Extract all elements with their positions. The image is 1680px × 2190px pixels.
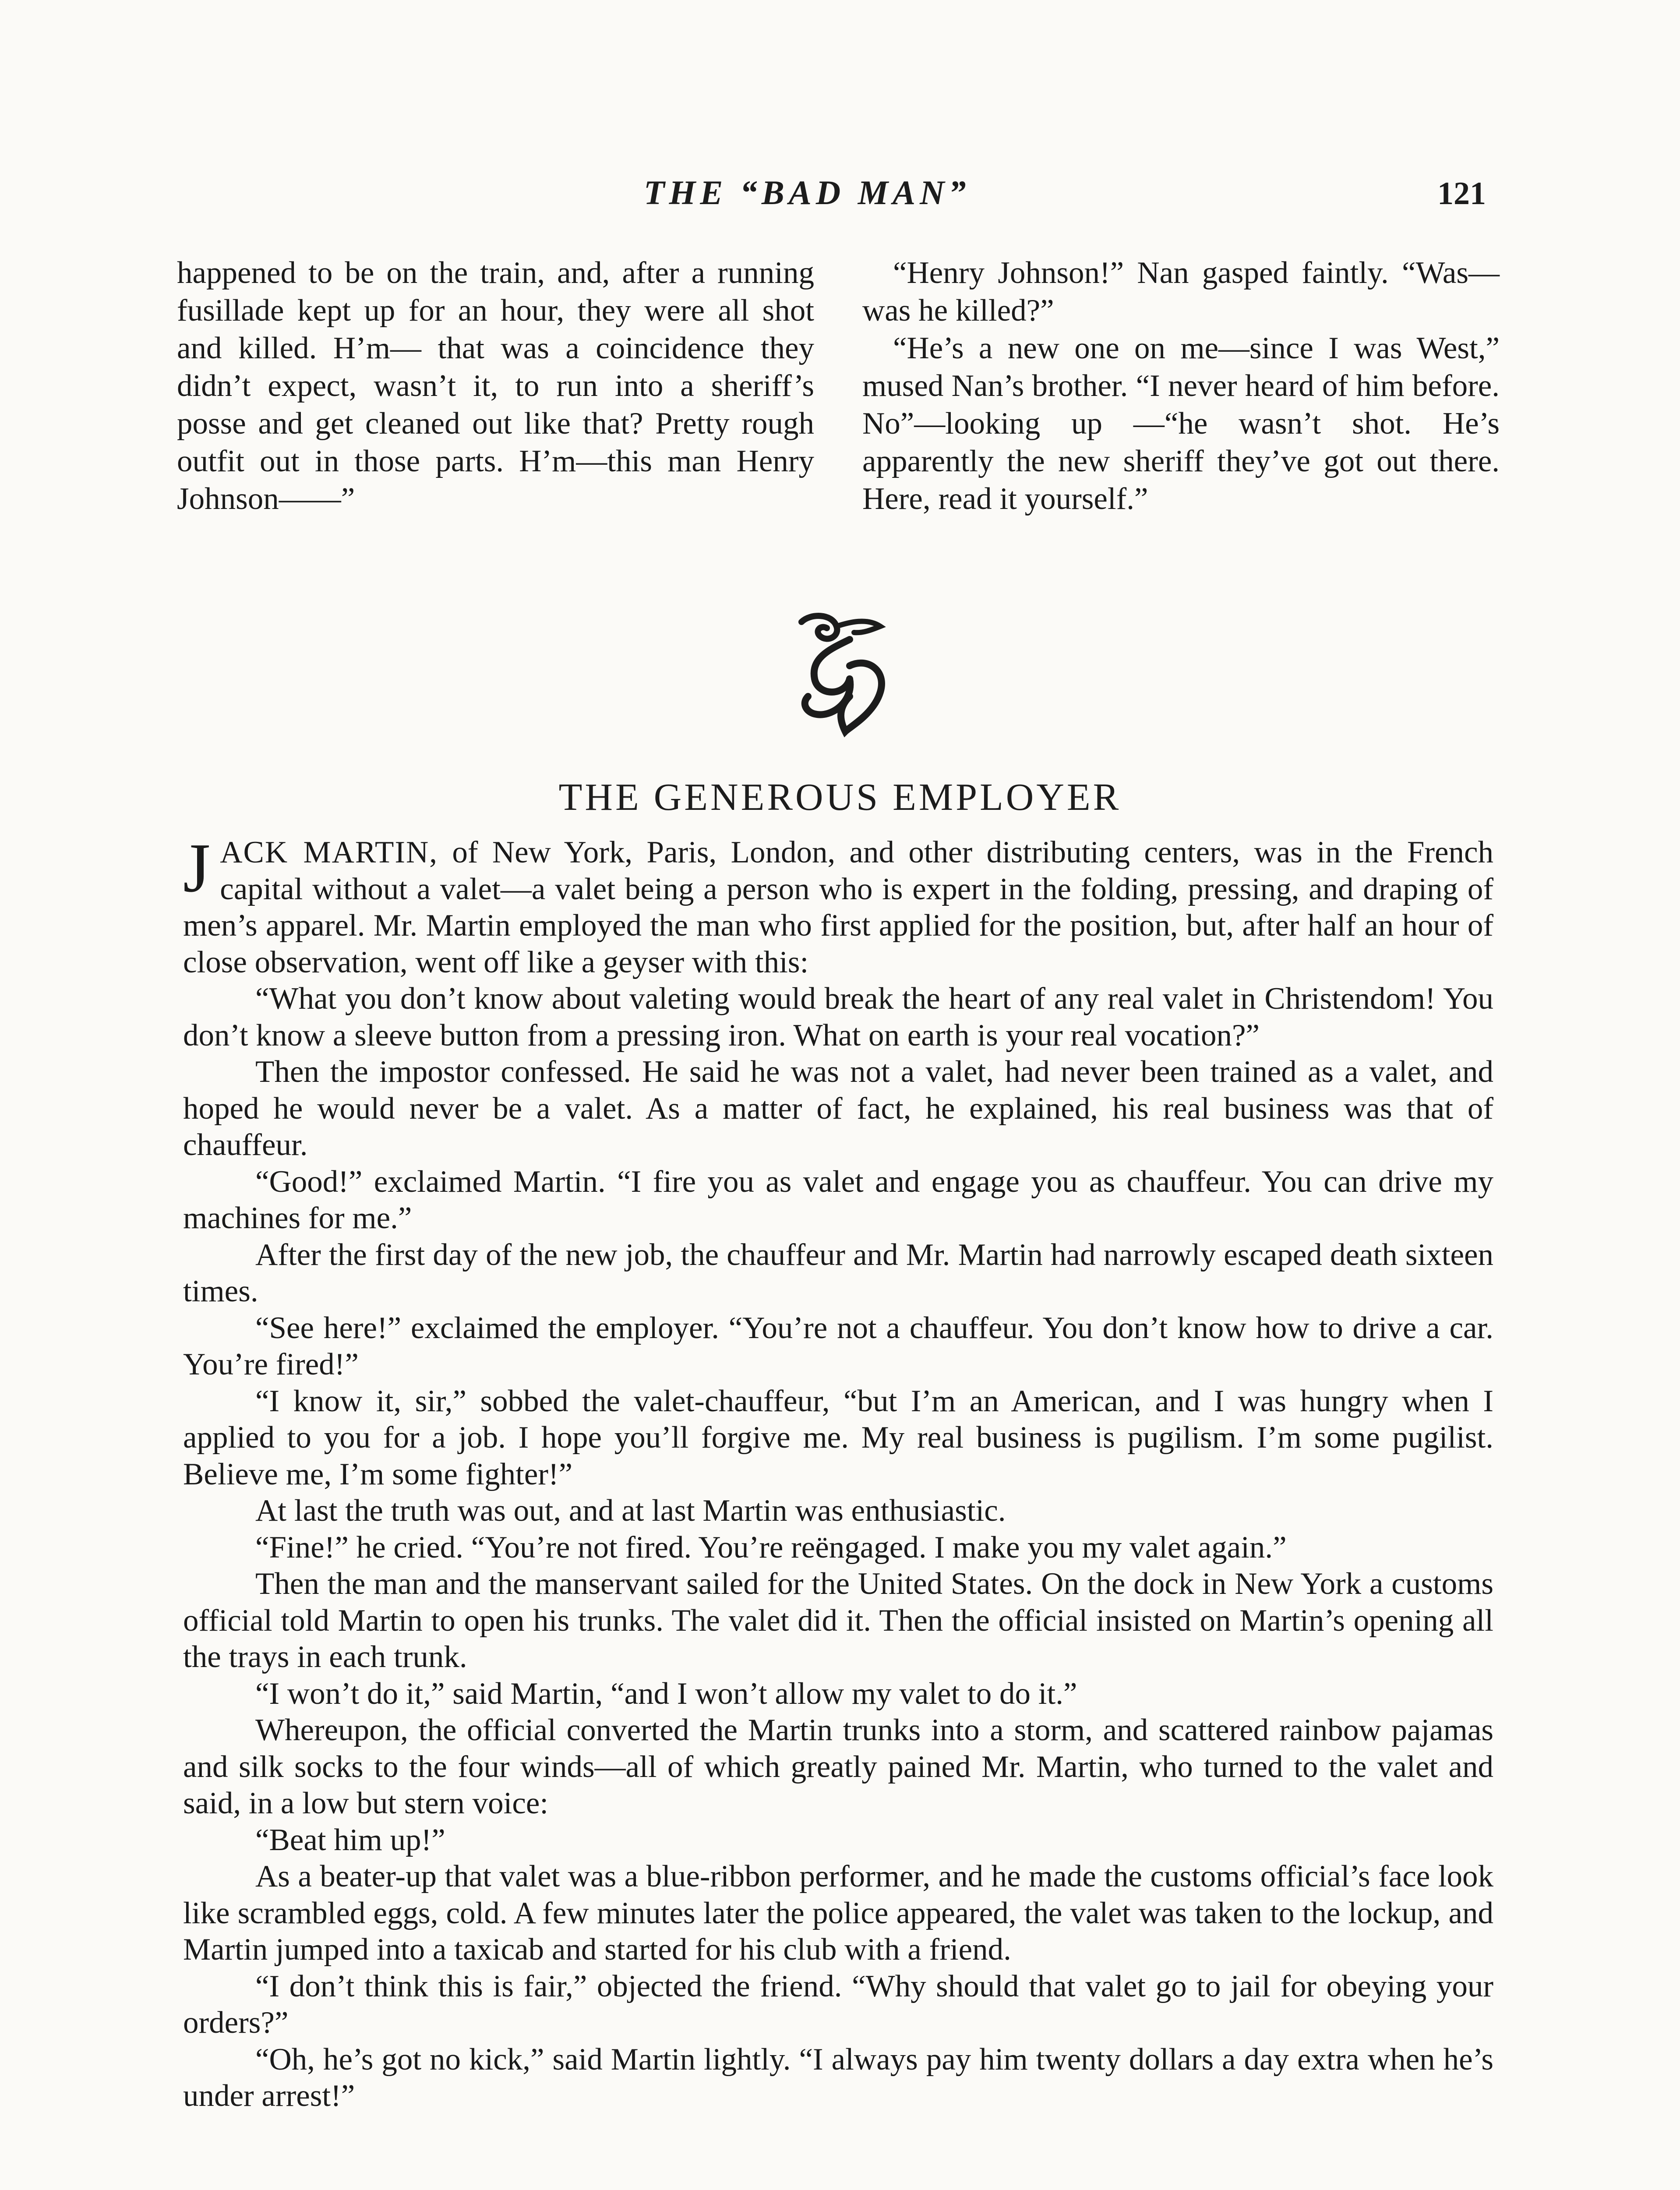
drop-cap: J xyxy=(183,829,211,907)
opening-caps: ACK MARTIN, xyxy=(220,835,438,869)
story-paragraph: “Fine!” he cried. “You’re not fired. You’re reëngaged. I make you my valet again.” xyxy=(255,1530,1287,1565)
right-column-paragraph: “Henry Johnson!” Nan gasped faintly. “Was—was he killed?” xyxy=(862,256,1500,328)
page-number: 121 xyxy=(1437,176,1486,212)
left-column xyxy=(177,254,814,518)
decorative-flourish-icon xyxy=(784,609,898,740)
story-paragraph: After the first day of the new job, the chauffeur and Mr. Martin had narrowly escaped death sixteen times. xyxy=(183,1237,1493,1308)
right-column xyxy=(862,254,1500,518)
story-paragraph: “I won’t do it,” said Martin, “and I won’t allow my valet to do it.” xyxy=(255,1676,1077,1711)
opening-paragraph xyxy=(183,829,1493,981)
left-column-paragraph: happened to be on the train, and, after a running fusillade kept up for an hour, they were all shot and killed. H’m— that was a coincidence they didn’t expect, wasn’t it, to run into a sheriff’s posse and get cleaned out like that? Pretty rough outfit out in those parts. H’m—this man Henry Johnson——” xyxy=(177,256,814,516)
story-title: THE GENEROUS EMPLOYER xyxy=(558,776,1122,819)
story-paragraph: “Beat him up!” xyxy=(255,1823,445,1857)
story-paragraph: Whereupon, the official converted the Martin trunks into a storm, and scattered rainbow pajamas and silk socks to the four winds—all of which greatly pained Mr. Martin, who turned to the valet and said, in a low but stern voice: xyxy=(183,1713,1493,1820)
right-column-paragraph: “He’s a new one on me—since I was West,” mused Nan’s brother. “I never heard of him before. No”—looking up —“he wasn’t shot. He’s apparently the new sheriff they’ve got out there. Here, read it yourself.” xyxy=(862,331,1500,516)
story-paragraph: “What you don’t know about valeting would break the heart of any real valet in Christendom! You don’t know a sleeve button from a pressing iron. What on earth is your real vocation?” xyxy=(183,982,1493,1053)
story-paragraph: Then the man and the manservant sailed for the United States. On the dock in New York a customs official told Martin to open his trunks. The valet did it. Then the official insisted on Martin’s opening all the trays in each trunk. xyxy=(183,1567,1493,1674)
story-paragraph: As a beater-up that valet was a blue-ribbon performer, and he made the customs official’s face look like scrambled eggs, cold. A few minutes later the police appeared, the valet was taken to the lockup, and Martin jumped into a taxicab and started for his club with a friend. xyxy=(183,1859,1493,1967)
running-head: THE “BAD MAN” xyxy=(644,173,971,212)
story-paragraph: “See here!” exclaimed the employer. “You’re not a chauffeur. You don’t know how to drive a car. You’re fired!” xyxy=(183,1310,1493,1381)
story-paragraph: Then the impostor confessed. He said he was not a valet, had never been trained as a valet, and hoped he would never be a valet. As a matter of fact, he explained, his real business was that of chauffeur. xyxy=(183,1055,1493,1162)
story-paragraph: At last the truth was out, and at last Martin was enthusiastic. xyxy=(255,1494,1006,1528)
story-paragraph: “Oh, he’s got no kick,” said Martin lightly. “I always pay him twenty dollars a day extra when he’s under arrest!” xyxy=(183,2042,1493,2113)
story-paragraph: “I know it, sir,” sobbed the valet-chauffeur, “but I’m an American, and I was hungry when I applied to you for a job. I hope you’ll forgive me. My real business is pugilism. I’m some pugilist. Believe me, I’m some fighter!” xyxy=(183,1384,1493,1491)
opening-text: of New York, Paris, London, and other distributing centers, was in the French capital without a valet—a valet being a person who is expert in the folding, pressing, and draping of men’s apparel. Mr. Martin employed the man who first applied for the position, but, after half an hour of close observation, went off like a geyser with this: xyxy=(183,835,1493,979)
story-body xyxy=(183,829,1493,2115)
story-paragraph: “I don’t think this is fair,” objected the friend. “Why should that valet go to jail for obeying your orders?” xyxy=(183,1969,1493,2040)
story-paragraph: “Good!” exclaimed Martin. “I fire you as valet and engage you as chauffeur. You can drive my machines for me.” xyxy=(183,1164,1493,1235)
previous-story-columns xyxy=(177,254,1500,518)
